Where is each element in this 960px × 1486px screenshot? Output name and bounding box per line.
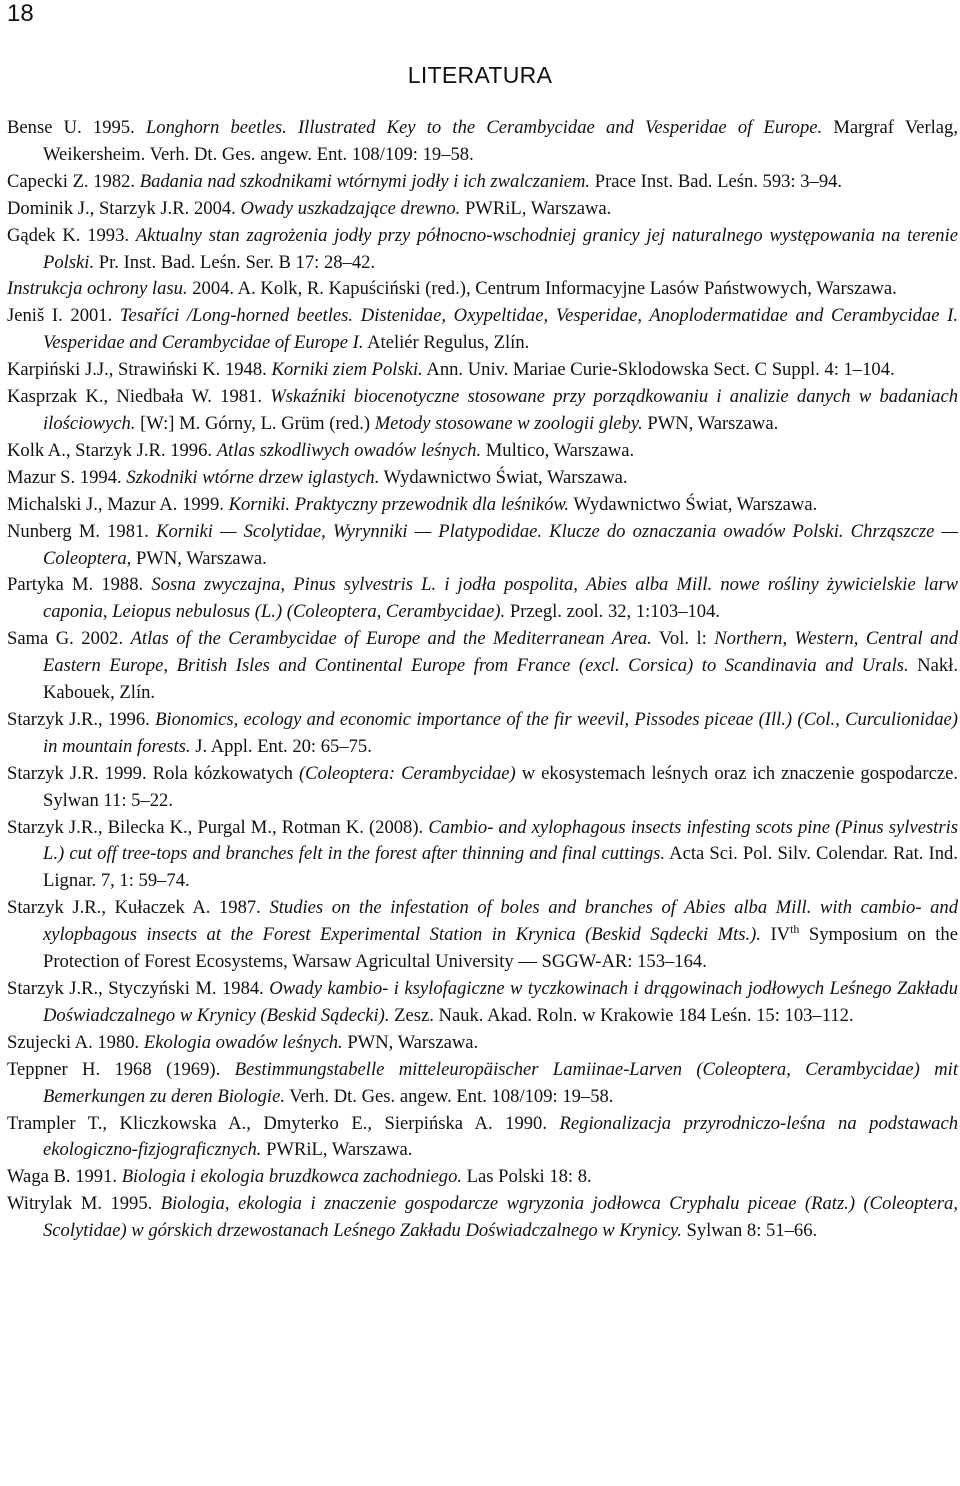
reference-title-text: Szkodniki wtórne drzew iglastych. <box>126 466 380 488</box>
reference-title-text: Biologia i ekologia bruzdkowca zachodniego. <box>121 1166 463 1188</box>
reference-text: Nakł. Kabouek, Zlín. <box>43 655 958 704</box>
reference-text: th <box>790 922 800 936</box>
reference-text: Partyka M. 1988. <box>7 574 152 596</box>
reference-text: Starzyk J.R., Styczyński M. 1984. <box>7 978 270 999</box>
reference-text: IV <box>760 924 791 946</box>
reference-text: Kolk A., Starzyk J.R. 1996. <box>7 439 217 461</box>
reference-text: Sama G. 2002. <box>7 628 131 650</box>
reference-entry <box>7 761 958 815</box>
reference-text: Symposium on the Protection of Forest Ecosystems, Warsaw Agricultal University — SGGW-AR: 153–164. <box>43 924 958 973</box>
reference-entry <box>7 196 958 223</box>
reference-text: Starzyk J.R., Kułaczek A. 1987. <box>7 897 270 919</box>
reference-title-text: Cambio- and xylophagous insects infesting scots pine (Pinus sylvestris L.) cut off tree-tops and branches felt in the forest after thinning and final cuttings. <box>43 816 958 865</box>
reference-entry <box>7 572 958 626</box>
reference-text: PWN, Warszawa. <box>131 547 267 569</box>
reference-title-text: Biologia, ekologia i znaczenie gospodarcze wgryzonia jodłowca Cryphalu piceae (Ratz.) (Coleoptera, Scolytidae) w górskich drzewostanach Leśnego Zakładu Doświadczalnego w Krynicy. <box>43 1193 958 1242</box>
reference-text: Michalski J., Mazur A. 1999. <box>7 493 229 515</box>
reference-text: Bense U. 1995. <box>7 117 146 138</box>
reference-entry <box>7 1191 958 1245</box>
reference-text: J. Appl. Ent. 20: 65–75. <box>190 735 372 757</box>
reference-text: Karpiński J.J., Strawiński K. 1948. <box>7 359 272 381</box>
reference-text: Witrylak M. 1995. <box>7 1193 161 1215</box>
reference-text: Nunberg M. 1981. <box>7 520 157 542</box>
reference-entry <box>7 223 958 277</box>
section-heading: LITERATURA <box>407 62 553 88</box>
reference-title-text: Praktyczny przewodnik dla leśników. <box>294 493 570 515</box>
reference-text: Mazur S. 1994. <box>7 466 127 488</box>
reference-text: Dominik J., Starzyk J.R. 2004. <box>7 197 241 219</box>
reference-entry <box>7 169 958 196</box>
reference-title-text: Owady uszkadzające drewno. <box>240 197 461 219</box>
reference-title-text: Atlas of the Cerambycidae of Europe and the Mediterranean Area. <box>130 628 652 650</box>
reference-title-text: Wskaźniki biocenotyczne stosowane przy porządkowaniu i analizie danych w badaniach ilościowych. <box>43 386 958 434</box>
reference-text: PWRiL, Warszawa. <box>460 197 612 219</box>
reference-entry <box>7 303 958 357</box>
reference-text: Sylwan 8: 51–66. <box>681 1220 818 1242</box>
reference-text: Pr. Inst. Bad. Leśn. Ser. B 17: 28–42. <box>94 251 376 273</box>
reference-entry <box>7 895 958 976</box>
reference-title-text: Studies on the infestation of boles and branches of Abies alba Mill. with cambio- and xylopbagous insects at the Forest Experimental Station in Krynica (Beskid Sądecki Mts.). <box>43 897 958 946</box>
reference-text: PWN, Warszawa. <box>342 1031 479 1053</box>
reference-text: 2004. A. Kolk, R. Kapuściński (red.), Centrum Informacyjne Lasów Państwowych, Warszawa. <box>187 278 897 300</box>
reference-text: Capecki Z. 1982. <box>7 170 140 192</box>
reference-text: Wydawnictwo Świat, Warszawa. <box>379 466 628 488</box>
reference-text: Teppner H. 1968 (1969). <box>7 1058 235 1080</box>
reference-text: Przegl. zool. 32, 1:103–104. <box>505 601 721 623</box>
reference-entry <box>7 976 958 1030</box>
reference-text: Vol. l: <box>651 628 715 650</box>
reference-text: Starzyk J.R., 1996. <box>7 708 156 730</box>
reference-text: Multico, Warszawa. <box>481 439 635 461</box>
reference-entry <box>7 438 958 465</box>
reference-title-text: Northern, Western, Central and Eastern Europe, British Isles and Continental Europe from France (excl. Corsica) to Scandinavia and Urals. <box>43 628 958 677</box>
reference-entry <box>7 384 958 438</box>
reference-text: Zesz. Nauk. Akad. Roln. w Krakowie 184 Leśn. 15: 103–112. <box>389 1004 854 1026</box>
reference-text: Starzyk J.R. 1999. Rola kózkowatych <box>7 762 299 784</box>
reference-entry <box>7 1111 958 1165</box>
reference-entry <box>7 815 958 896</box>
page-number: 18 <box>7 0 34 27</box>
reference-text: Kasprzak K., Niedbała W. 1981. <box>7 386 271 408</box>
reference-title-text: Distenidae, Oxypeltidae, Vesperidae, Anoplodermatidae and Cerambycidae I. Vesperidae and Cerambycidae of Europe I. <box>43 305 959 354</box>
reference-title-text: Korniki. <box>228 493 291 515</box>
reference-entry <box>7 707 958 761</box>
reference-text <box>353 305 361 326</box>
reference-text: Szujecki A. 1980. <box>7 1031 144 1053</box>
reference-text: Ann. Univ. Mariae Curie-Sklodowska Sect. C Suppl. 4: 1–104. <box>422 359 895 381</box>
reference-entry <box>7 626 958 707</box>
reference-title-text: Instrukcja ochrony lasu. <box>7 278 188 300</box>
reference-title-text: Ekologia owadów leśnych. <box>143 1031 343 1053</box>
reference-text: Margraf Verlag, Weikersheim. Verh. Dt. Ges. angew. Ent. 108/109: 19–58. <box>43 117 958 165</box>
reference-title-text: Longhorn beetles. Illustrated Key to the Cerambycidae and Vesperidae of Europe. <box>145 117 823 138</box>
reference-list <box>7 115 958 1245</box>
reference-entry <box>7 1057 958 1111</box>
reference-text: Prace Inst. Bad. Leśn. 593: 3–94. <box>590 170 843 192</box>
reference-text: Ateliér Regulus, Zlín. <box>363 332 530 354</box>
reference-text: Acta Sci. Pol. Silv. Colendar. Rat. Ind. Lignar. 7, 1: 59–74. <box>43 843 958 892</box>
reference-text: Jeniš I. 2001. <box>7 305 120 327</box>
reference-title-text: Korniki ziem Polski. <box>271 359 423 381</box>
reference-text: Starzyk J.R., Bilecka K., Purgal M., Rotman K. (2008). <box>7 816 429 838</box>
reference-text: Verh. Dt. Ges. angew. Ent. 108/109: 19–58. <box>285 1085 614 1107</box>
reference-title-text: Korniki — Scolytidae, Wyrynniki — Platypodidae. Klucze do oznaczania owadów Polski. Chrząszcze — Coleoptera, <box>43 520 958 569</box>
reference-text: PWN, Warszawa. <box>642 412 779 434</box>
reference-entry <box>7 115 958 169</box>
reference-title-text: Bionomics, ecology and economic importance of the fir weevil, Pissodes piceae (Ill.) (Col., Curculionidae) in mountain forests. <box>43 708 958 757</box>
reference-text: w ekosystemach leśnych oraz ich znaczenie gospodarcze. Sylwan 11: 5–22. <box>43 762 958 811</box>
reference-text: Trampler T., Kliczkowska A., Dmyterko E., Sierpińska A. 1990. <box>7 1112 560 1134</box>
reference-title-text: Badania nad szkodnikami wtórnymi jodły i ich zwalczaniem. <box>139 170 591 192</box>
reference-entry <box>7 519 958 573</box>
reference-text: Gądek K. 1993. <box>7 224 136 246</box>
reference-title-text: Owady kambio- i ksylofagiczne w tyczkowinach i drągowinach jodłowych Leśnego Zakładu Doświadczalnego w Krynicy (Beskid Sądecki). <box>43 978 958 1026</box>
reference-text: Waga B. 1991. <box>7 1166 122 1188</box>
reference-text: Las Polski 18: 8. <box>462 1166 592 1188</box>
reference-text: PWRiL, Warszawa. <box>261 1139 413 1161</box>
reference-title-text: (Coleoptera: Cerambycidae) <box>298 762 516 784</box>
reference-entry <box>7 1030 958 1057</box>
reference-title-text: Aktualny stan zagrożenia jodły przy północno-wschodniej granicy jej naturalnego występowania na terenie Polski. <box>43 224 958 273</box>
reference-entry <box>7 276 958 303</box>
reference-entry <box>7 357 958 384</box>
reference-entry <box>7 492 958 519</box>
reference-entry <box>7 465 958 492</box>
reference-title-text: Sosna zwyczajna, Pinus sylvestris L. i jodła pospolita, Abies alba Mill. nowe rośliny żywicielskie larw caponia, Leiopus nebulosus (L.) (Coleoptera, Cerambycidae). <box>43 574 958 623</box>
reference-text: [W:] M. Górny, L. Grüm (red.) <box>135 412 375 434</box>
reference-title-text: Metody stosowane w zoologii gleby. <box>374 412 643 434</box>
reference-title-text: Tesaříci /Long-horned beetles. <box>119 305 354 327</box>
reference-title-text: Regionalizacja przyrodniczo-leśna na podstawach ekologiczno-fizjograficznych. <box>43 1112 958 1161</box>
reference-entry <box>7 1164 958 1191</box>
reference-title-text: Bestimmungstabelle mitteleuropäischer Lamiinae-Larven (Coleoptera, Cerambycidae) mit Bemerkungen zu deren Biologie. <box>43 1058 958 1107</box>
reference-title-text: Atlas szkodliwych owadów leśnych. <box>216 439 482 461</box>
reference-text: Wydawnictwo Świat, Warszawa. <box>569 493 818 515</box>
